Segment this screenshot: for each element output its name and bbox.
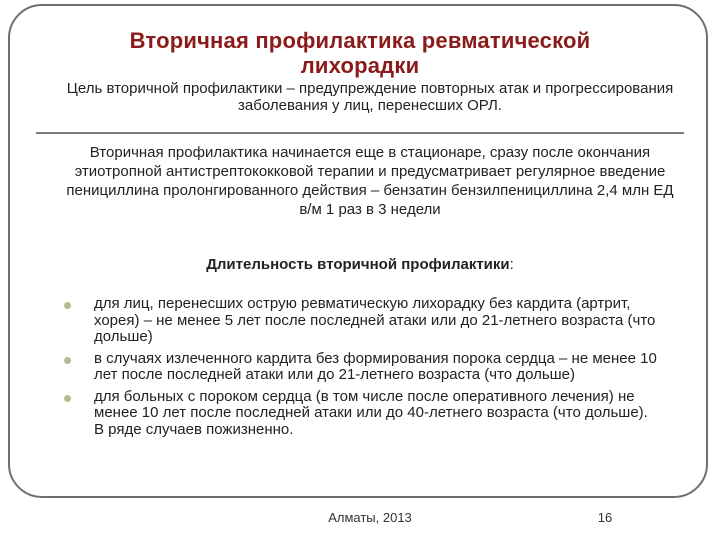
goal-text: Цель вторичной профилактики – предупреждение повторных атак и прогрессирования заболевания у лиц, перенесших ОРЛ.: [66, 80, 674, 114]
title-line-2: лихорадки: [300, 53, 420, 78]
bullet-dot-icon: [64, 395, 71, 402]
list-item: [60, 389, 660, 439]
duration-list: [60, 296, 660, 443]
divider-line: [36, 132, 684, 134]
footer-place-year: Алматы, 2013: [328, 510, 412, 525]
duration-heading-text: Длительность вторичной профилактики: [206, 256, 510, 273]
slide-title: [40, 28, 680, 78]
page-number: 16: [597, 510, 613, 525]
intro-paragraph: Вторичная профилактика начинается еще в стационаре, сразу после окончания этиотропной антистрептококковой терапии и предусматривает регулярное введение пенициллина пролонгированного действия – бензатин бензилпенициллина 2,4 млн ЕД в/м 1 раз в 3 недели: [66, 144, 674, 218]
list-item-text: для больных с пороком сердца (в том числе после оперативного лечения) не менее 10 лет после последней атаки или до 40-летнего возраста (что дольше). В ряде случаев пожизненно.: [94, 387, 648, 438]
duration-heading: [80, 256, 640, 274]
duration-heading-colon: :: [509, 256, 514, 273]
bullet-dot-icon: [64, 357, 71, 364]
list-item-text: для лиц, перенесших острую ревматическую лихорадку без кардита (артрит, хорея) – не менее 5 лет после последней атаки или до 21-летнего возраста (что дольше): [94, 295, 656, 345]
title-line-1: Вторичная профилактика ревматической: [129, 28, 591, 53]
bullet-dot-icon: [64, 302, 71, 309]
list-item: [60, 296, 660, 346]
list-item-text: в случаях излеченного кардита без формирования порока сердца – не менее 10 лет после последней атаки или до 21-летнего возраста (что дольше): [94, 349, 657, 383]
list-item: [60, 351, 660, 384]
